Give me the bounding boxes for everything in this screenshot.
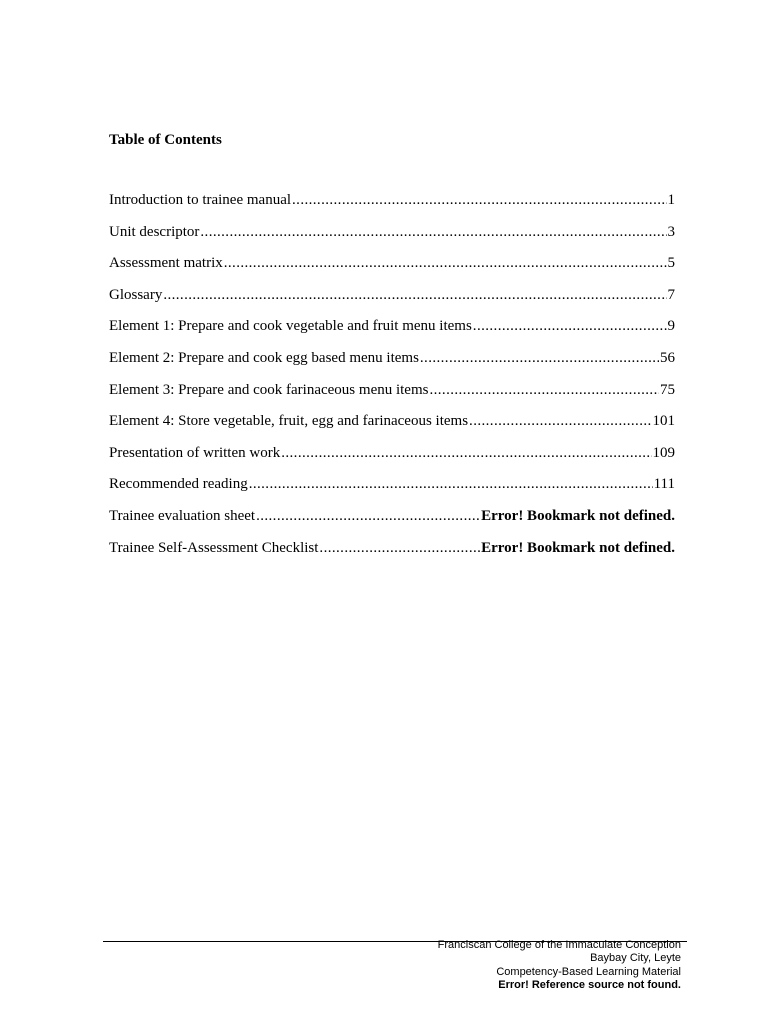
toc-entry-label: Presentation of written work	[109, 444, 281, 461]
toc-list	[109, 191, 675, 570]
toc-entry-label: Assessment matrix	[109, 255, 223, 272]
toc-dot-leader	[292, 191, 666, 209]
toc-entry-page: 9	[667, 318, 675, 335]
toc-entry-element-2[interactable]	[109, 349, 675, 381]
toc-entry-label: Recommended reading	[109, 476, 248, 493]
toc-dot-leader	[469, 412, 651, 430]
toc-entry-presentation[interactable]	[109, 444, 675, 476]
toc-entry-evaluation-sheet[interactable]	[109, 507, 675, 539]
toc-entry-label: Introduction to trainee manual	[109, 192, 292, 208]
toc-dot-leader	[473, 317, 667, 335]
footer-location: Baybay City, Leyte	[590, 952, 681, 965]
toc-entry-page: 5	[667, 255, 675, 272]
toc-entry-label: Unit descriptor	[109, 223, 200, 240]
toc-entry-recommended-reading[interactable]	[109, 475, 675, 507]
toc-dot-leader	[319, 539, 480, 557]
toc-entry-label: Element 1: Prepare and cook vegetable and fruit menu items	[109, 318, 472, 335]
toc-entry-page: 1	[667, 192, 675, 208]
toc-dot-leader	[429, 381, 659, 399]
toc-entry-page: 75	[660, 381, 675, 398]
toc-entry-label: Element 3: Prepare and cook farinaceous menu items	[109, 381, 429, 398]
page-footer	[438, 939, 681, 993]
toc-entry-page: 111	[653, 476, 675, 493]
footer-reference-error: Error! Reference source not found.	[498, 979, 681, 992]
toc-entry-self-assessment[interactable]	[109, 539, 675, 571]
toc-dot-leader	[420, 349, 659, 367]
toc-entry-element-1[interactable]	[109, 317, 675, 349]
toc-entry-page: 3	[667, 223, 675, 240]
toc-dot-leader	[163, 286, 666, 304]
toc-entry-unit-descriptor[interactable]	[109, 223, 675, 255]
toc-entry-label: Element 4: Store vegetable, fruit, egg and farinaceous items	[109, 413, 469, 430]
toc-entry-glossary[interactable]	[109, 286, 675, 318]
toc-dot-leader	[281, 444, 651, 462]
toc-entry-page: 109	[652, 444, 675, 461]
toc-entry-page: 7	[667, 286, 675, 303]
toc-entry-page-error: Error! Bookmark not defined.	[481, 539, 675, 556]
toc-dot-leader	[256, 507, 480, 525]
toc-dot-leader	[200, 223, 666, 241]
toc-dot-leader	[224, 254, 667, 272]
toc-entry-label: Trainee evaluation sheet	[109, 507, 256, 524]
footer-material-type: Competency-Based Learning Material	[496, 965, 681, 978]
toc-entry-introduction[interactable]	[109, 191, 675, 223]
toc-dot-leader	[249, 475, 653, 493]
toc-entry-label: Element 2: Prepare and cook egg based menu items	[109, 349, 419, 366]
toc-entry-element-3[interactable]	[109, 381, 675, 413]
footer-institution: Franciscan College of the Immaculate Conception	[437, 939, 681, 951]
toc-entry-label: Glossary	[109, 286, 163, 303]
toc-title: Table of Contents	[109, 132, 222, 148]
toc-entry-page: 101	[652, 413, 675, 430]
toc-entry-page: 56	[660, 349, 675, 366]
toc-entry-label: Trainee Self-Assessment Checklist	[109, 539, 319, 556]
toc-entry-assessment-matrix[interactable]	[109, 254, 675, 286]
toc-entry-element-4[interactable]	[109, 412, 675, 444]
toc-entry-page-error: Error! Bookmark not defined.	[481, 507, 675, 524]
